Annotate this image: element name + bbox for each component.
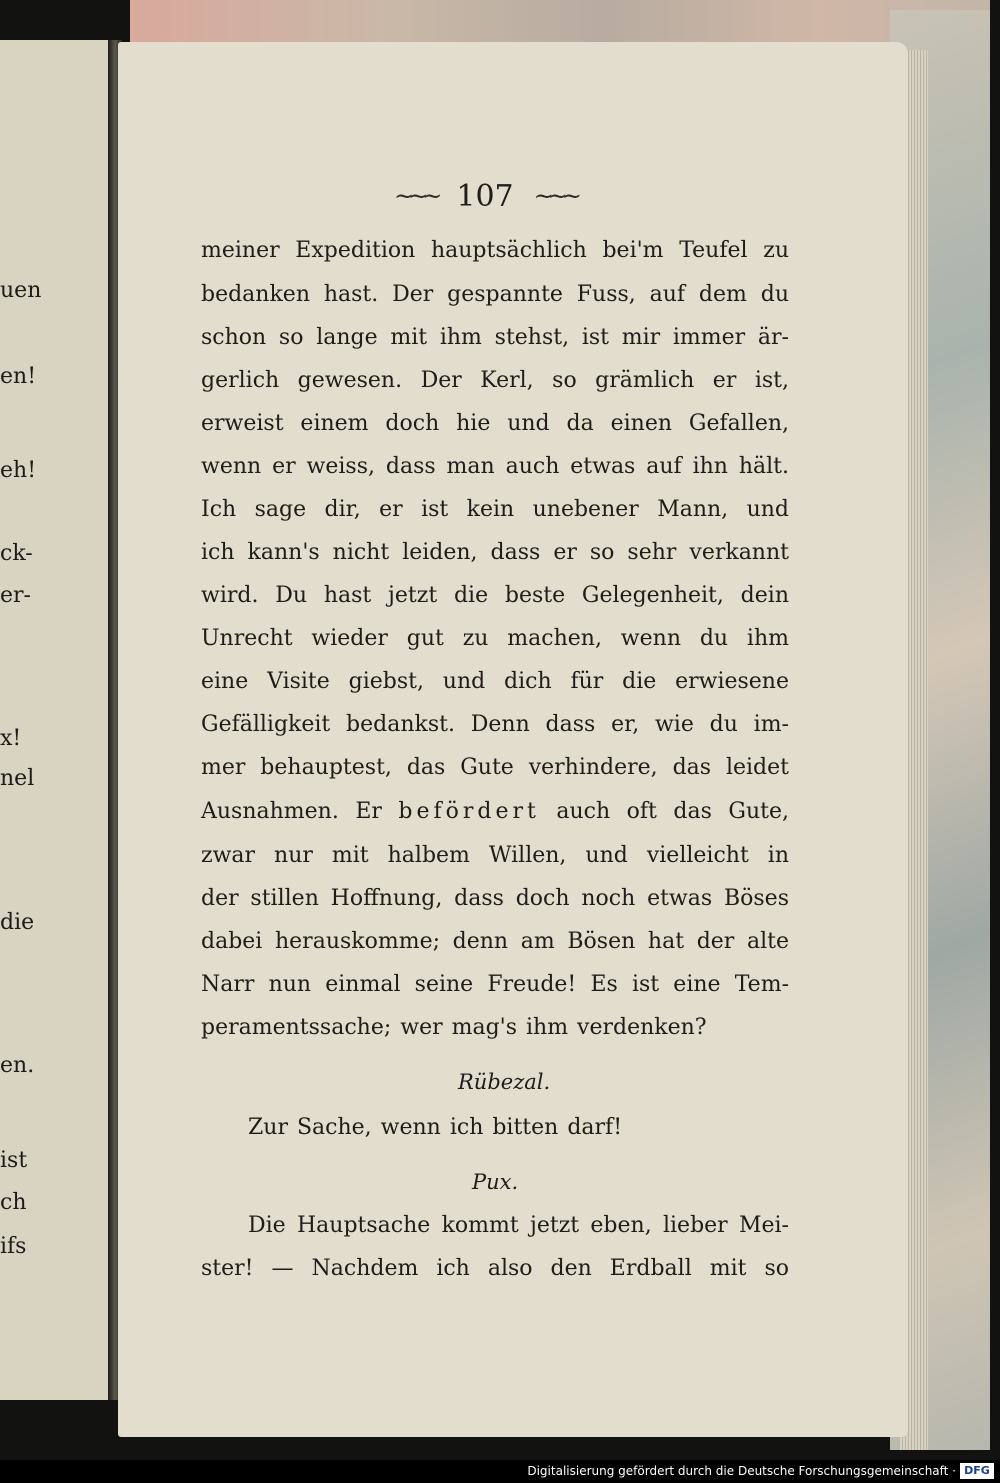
left-fragment: en. [0,1053,35,1078]
text-line: meiner Expedition hauptsächlich bei'm Teufel zu [201,238,789,263]
text-line: Unrecht wieder gut zu machen, wenn du ihm [201,626,789,651]
left-fragment: er- [0,583,31,608]
text-line: der stillen Hoffnung, dass doch noch etwas Böses [201,886,789,911]
text-line: zwar nur mit halbem Willen, und vielleicht in [201,843,789,868]
left-fragment: die [0,910,35,935]
left-fragment: ist [0,1148,28,1173]
speaker-name: Rübezal. [458,1070,551,1094]
text-line: wird. Du hast jetzt die beste Gelegenheit, dein [201,583,789,608]
line-segment: Ausnahmen. Er [201,799,382,824]
left-fragment: eh! [0,458,37,483]
text-line: Narr nun einmal seine Freude! Es ist eine Tem- [201,972,789,997]
left-fragment: ck- [0,541,33,566]
ornament-left: ~~~ [394,182,437,210]
speech-line: Zur Sache, wenn ich bitten darf! [248,1115,623,1140]
text-line: bedanken hast. Der gespannte Fuss, auf dem du [201,282,789,307]
text-line-emphasis [201,801,789,823]
text-line: schon so lange mit ihm stehst, ist mir immer är- [201,325,789,350]
speaker-name: Pux. [472,1170,519,1194]
left-fragment: uen [0,278,42,303]
text-line: Gefälligkeit bedankst. Denn dass er, wie du im- [201,712,789,737]
book-cover-top [130,0,990,42]
text-line: dabei herauskomme; denn am Bösen hat der alte [201,929,789,954]
page-number: 107 [456,178,514,214]
spaced-word: befördert [398,799,540,824]
page-header [370,176,600,216]
left-fragment: ch [0,1190,27,1215]
text-line: erweist einem doch hie und da einen Gefallen, [201,411,789,436]
line-segment: auch oft das Gute, [556,799,789,824]
left-fragment: ifs [0,1234,27,1259]
left-fragment: en! [0,364,37,389]
text-line: eine Visite giebst, und dich für die erwiesene [201,669,789,694]
text-line: mer behauptest, das Gute verhindere, das leidet [201,755,789,780]
text-line: peramentssache; wer mag's ihm verdenken? [201,1015,707,1040]
text-line: wenn er weiss, dass man auch etwas auf ihn hält. [201,454,789,479]
text-line: gerlich gewesen. Der Kerl, so grämlich er ist, [201,368,789,393]
ornament-right: ~~~ [533,182,576,210]
left-fragment: x! [0,726,22,751]
digitization-credit: Digitalisierung gefördert durch die Deutsche Forschungsgemeinschaft · [527,1464,956,1478]
text-line: Ich sage dir, er ist kein unebener Mann, und [201,497,789,522]
speech-line: ster! — Nachdem ich also den Erdball mit so [201,1256,789,1281]
speech-line: Die Hauptsache kommt jetzt eben, lieber Mei- [248,1213,789,1238]
left-page [0,40,111,1400]
dfg-logo: DFG [960,1463,994,1479]
left-fragment: nel [0,766,35,791]
text-line: ich kann's nicht leiden, dass er so sehr verkannt [201,540,789,565]
